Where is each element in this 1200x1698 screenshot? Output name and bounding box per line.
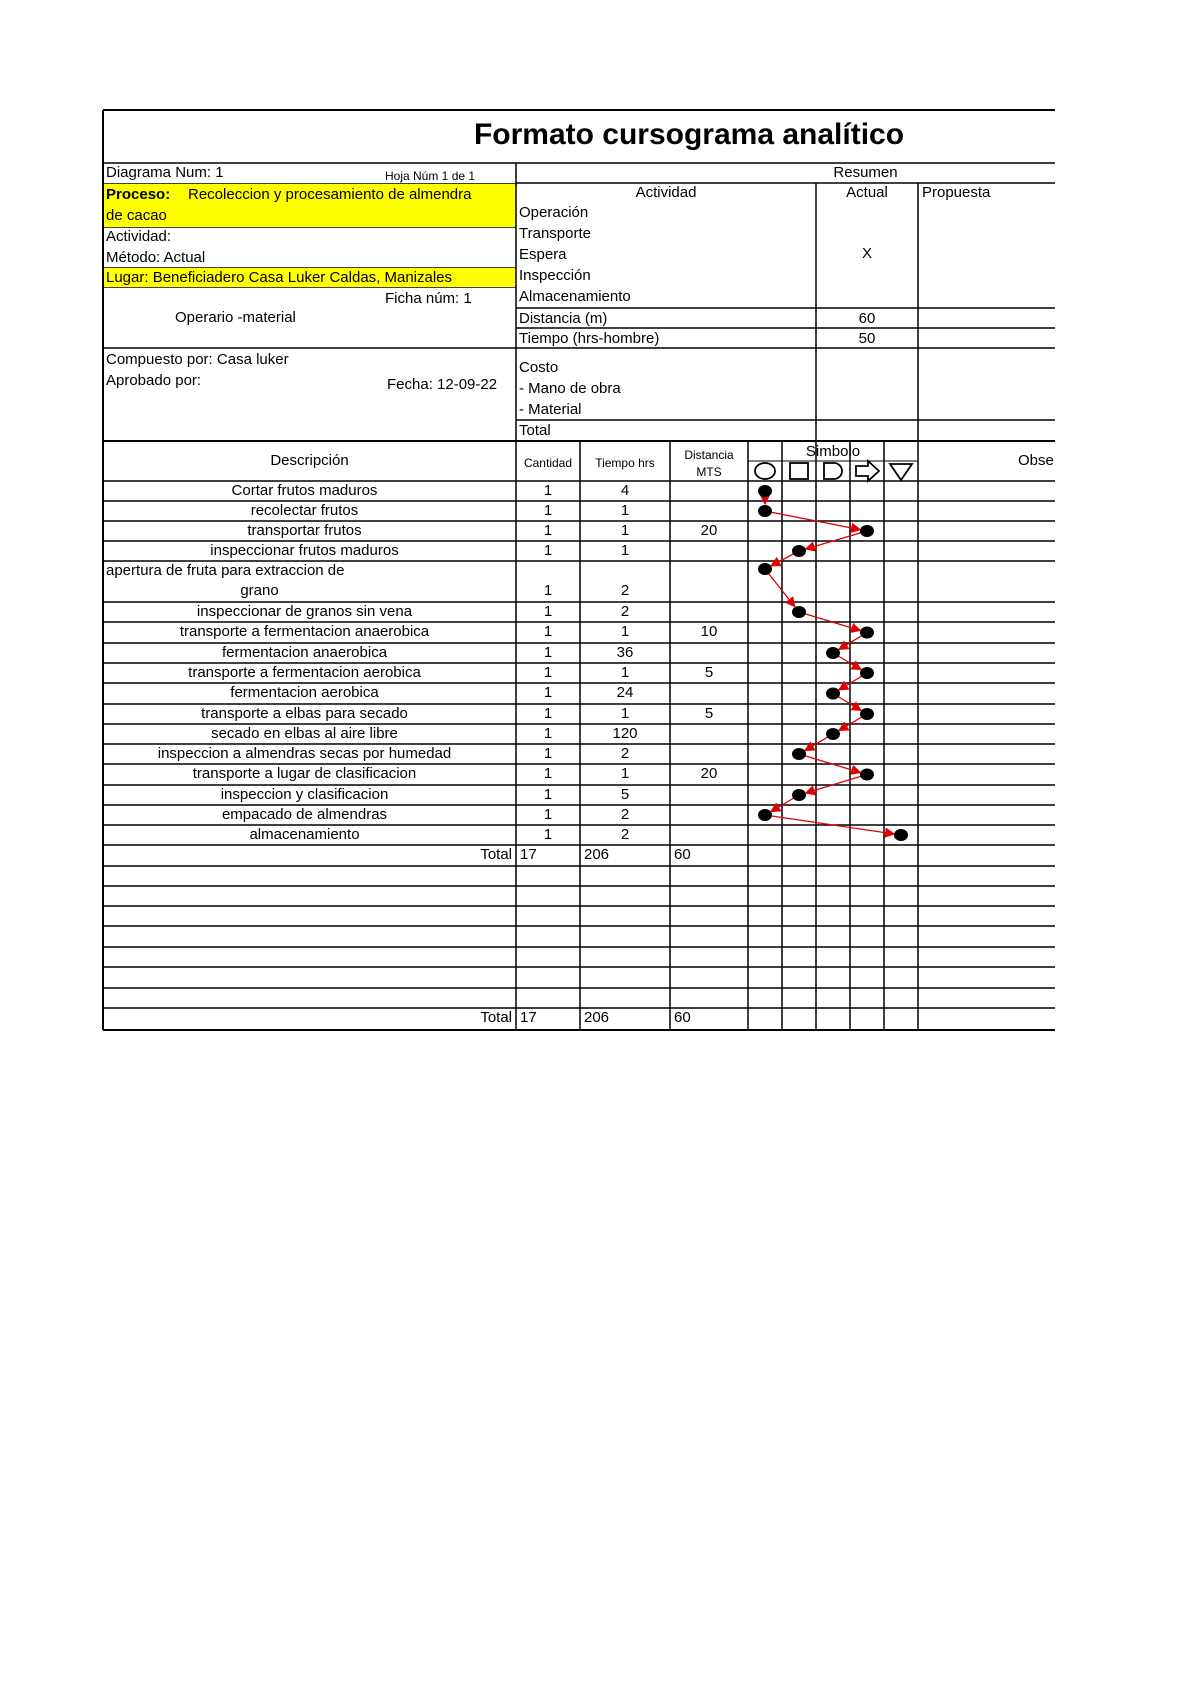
- row-qty: 1: [543, 623, 553, 640]
- aprobado-por: Aprobado por:: [106, 372, 202, 389]
- row-dist: 10: [700, 623, 718, 640]
- flow-dot: [758, 505, 772, 517]
- row-dist: 5: [704, 664, 714, 681]
- row-qty: 1: [543, 745, 553, 762]
- flow-dot: [826, 647, 840, 659]
- row-desc: inspeccionar de granos sin vena: [196, 603, 413, 620]
- row-desc: apertura de fruta para extraccion de: [106, 562, 345, 579]
- diagrama-num: Diagrama Num: 1: [106, 164, 224, 181]
- flow-dot: [860, 708, 874, 720]
- inspection-icon: [790, 463, 808, 479]
- row-time: 1: [620, 705, 630, 722]
- flow-dot: [860, 525, 874, 537]
- row-time: 1: [620, 502, 630, 519]
- flow-arrow: [806, 775, 867, 793]
- row-time: 1: [620, 623, 630, 640]
- flow-arrow: [806, 531, 867, 549]
- operation-icon: [755, 463, 775, 479]
- activity-2: Espera: [519, 246, 567, 263]
- activity-3: Inspección: [519, 267, 591, 284]
- row-desc: inspeccionar frutos maduros: [210, 542, 399, 559]
- flow-arrow: [799, 754, 860, 772]
- col-actual: Actual: [846, 184, 888, 201]
- flow-dot: [758, 809, 772, 821]
- proceso-label: Proceso:: [106, 186, 171, 203]
- flow-dot: [792, 606, 806, 618]
- total-row-label: Total: [480, 846, 512, 863]
- flow-dot: [894, 829, 908, 841]
- total-row-dist: 60: [674, 846, 691, 863]
- col-tiempo: Tiempo hrs: [595, 456, 655, 470]
- row-time: 1: [620, 765, 630, 782]
- row-desc: transporte a lugar de clasificacion: [192, 765, 417, 782]
- row-desc: inspeccion a almendras secas por humedad: [157, 745, 452, 762]
- activity-0: Operación: [519, 204, 589, 221]
- activity-1: Transporte: [519, 225, 591, 242]
- row-time: 2: [620, 603, 630, 620]
- flow-dot: [860, 667, 874, 679]
- tiempo-value: 50: [858, 330, 876, 347]
- row-time: 2: [620, 745, 630, 762]
- row-time: 120: [612, 725, 638, 742]
- col-descripcion: Descripción: [270, 452, 349, 469]
- flow-dot: [758, 563, 772, 575]
- row-qty: 1: [543, 684, 553, 701]
- total-row-bottom-dist: 60: [674, 1009, 691, 1026]
- flow-arrow: [765, 569, 795, 607]
- storage-icon: [890, 464, 912, 480]
- total-row-qty: 17: [520, 846, 537, 863]
- transport-icon: [856, 461, 879, 481]
- flow-dot: [792, 748, 806, 760]
- row-qty: 1: [543, 786, 553, 803]
- flow-dot: [826, 688, 840, 700]
- ficha-num: Ficha núm: 1: [385, 290, 472, 307]
- tiempo-label: Tiempo (hrs-hombre): [519, 330, 660, 347]
- compuesto-por: Compuesto por: Casa luker: [106, 351, 289, 368]
- mano-obra-label: - Mano de obra: [519, 380, 621, 397]
- flow-dot: [860, 769, 874, 781]
- flow-dot: [860, 627, 874, 639]
- row-qty: 1: [543, 644, 553, 661]
- col-distancia: Distancia: [684, 448, 734, 462]
- row-dist: 5: [704, 705, 714, 722]
- row-qty: 1: [543, 482, 553, 499]
- row-qty: 1: [543, 664, 553, 681]
- col-cantidad: Cantidad: [523, 456, 573, 470]
- row-qty: 1: [543, 765, 553, 782]
- material-label: - Material: [519, 401, 582, 418]
- row-qty: 1: [543, 806, 553, 823]
- row-time: 1: [620, 664, 630, 681]
- summary-total-label: Total: [519, 422, 551, 439]
- col-propuesta: Propuesta: [922, 184, 991, 201]
- delay-icon: [824, 463, 842, 479]
- flow-dot: [826, 728, 840, 740]
- row-dist: 20: [700, 522, 718, 539]
- row-qty: 1: [543, 502, 553, 519]
- row-time: 2: [620, 582, 630, 599]
- row-qty: 1: [543, 603, 553, 620]
- flow-dot: [792, 545, 806, 557]
- actual-mark: X: [861, 245, 872, 262]
- row-time: 2: [620, 826, 630, 843]
- row-desc-2: grano: [240, 582, 279, 599]
- flow-dot: [758, 485, 772, 497]
- col-simbolo: Simbolo: [805, 443, 861, 460]
- lugar-label: Lugar: Beneficiadero Casa Luker Caldas, Manizales: [106, 269, 453, 286]
- col-actividad: Actividad: [635, 184, 697, 201]
- row-desc: transporte a fermentacion anaerobica: [179, 623, 430, 640]
- flow-arrow: [799, 612, 860, 630]
- proceso-text: Recoleccion y procesamiento de almendra: [188, 186, 472, 203]
- row-desc: secado en elbas al aire libre: [211, 725, 398, 742]
- row-dist: 20: [700, 765, 718, 782]
- total-row-bottom-time: 206: [584, 1009, 610, 1026]
- row-desc: fermentacion anaerobica: [221, 644, 388, 661]
- proceso-text-2: de cacao: [106, 207, 167, 224]
- activity-4: Almacenamiento: [519, 288, 631, 305]
- row-qty: 1: [543, 725, 553, 742]
- resumen-title: Resumen: [833, 164, 898, 181]
- col-distancia-mts: MTS: [696, 465, 722, 479]
- form-title: Formato cursograma analítico: [473, 118, 905, 151]
- row-time: 1: [620, 522, 630, 539]
- total-row-time: 206: [584, 846, 610, 863]
- row-qty: 1: [543, 705, 553, 722]
- row-time: 2: [620, 806, 630, 823]
- distancia-label: Distancia (m): [519, 310, 608, 327]
- row-desc: almacenamiento: [249, 826, 360, 843]
- row-desc: fermentacion aerobica: [230, 684, 379, 701]
- fecha: Fecha: 12-09-22: [387, 376, 498, 393]
- col-observaciones: Obse: [1018, 452, 1054, 469]
- row-time: 4: [620, 482, 630, 499]
- row-desc: transporte a fermentacion aerobica: [188, 664, 421, 681]
- row-time: 36: [616, 644, 634, 661]
- metodo-label: Método: Actual: [106, 249, 206, 266]
- row-desc: empacado de almendras: [221, 806, 388, 823]
- row-time: 24: [616, 684, 634, 701]
- actividad-label: Actividad:: [106, 228, 172, 245]
- row-desc: transporte a elbas para secado: [201, 705, 408, 722]
- operario-material: Operario -material: [175, 309, 296, 326]
- row-time: 5: [620, 786, 630, 803]
- row-qty: 1: [543, 542, 553, 559]
- flow-dot: [792, 789, 806, 801]
- row-qty: 1: [543, 522, 553, 539]
- row-desc: transportar frutos: [247, 522, 362, 539]
- distancia-value: 60: [858, 310, 876, 327]
- row-qty: 1: [543, 826, 553, 843]
- row-desc: inspeccion y clasificacion: [220, 786, 389, 803]
- row-qty: 1: [543, 582, 553, 599]
- row-desc: recolectar frutos: [250, 502, 359, 519]
- total-row-bottom-label: Total: [480, 1009, 512, 1026]
- row-desc: Cortar frutos maduros: [231, 482, 378, 499]
- hoja-num: Hoja Núm 1 de 1: [385, 169, 476, 183]
- row-time: 1: [620, 542, 630, 559]
- costo-label: Costo: [519, 359, 559, 376]
- total-row-bottom-qty: 17: [520, 1009, 537, 1026]
